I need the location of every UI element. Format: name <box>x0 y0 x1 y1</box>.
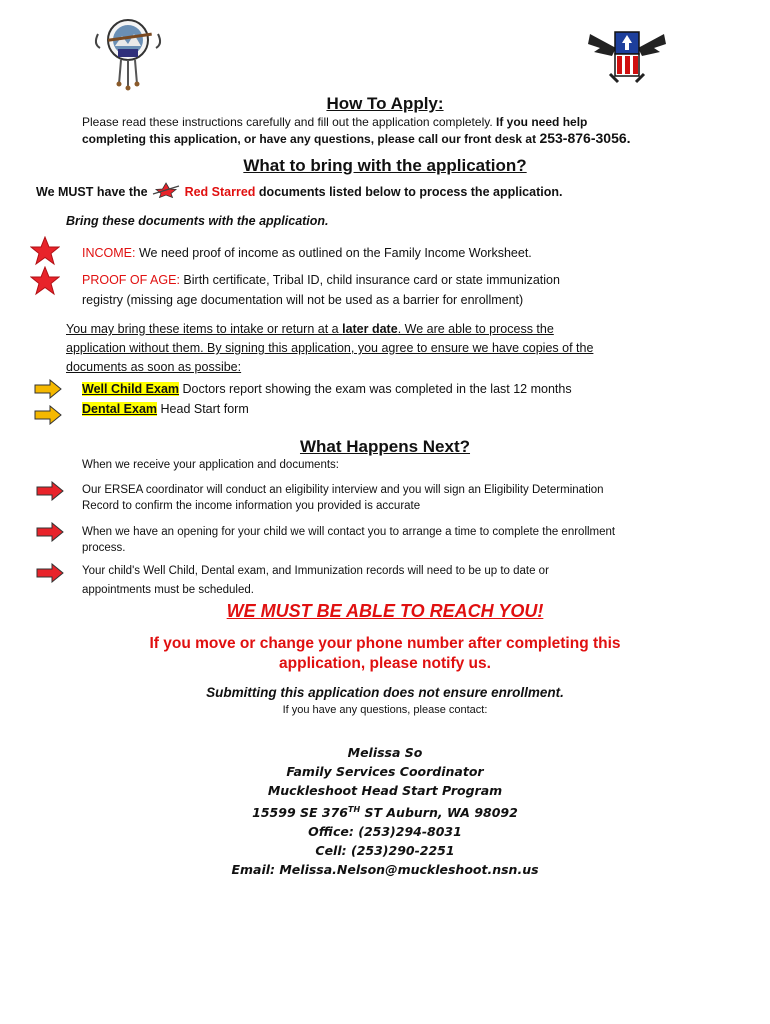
small-red-star-icon <box>151 182 181 198</box>
address-pre: 15599 SE 376 <box>252 805 348 821</box>
step3-line1: Your child's Well Child, Dental exam, and Immunization records will need to be up to date or <box>82 565 549 577</box>
contact-address <box>0 800 770 822</box>
contact-email[interactable]: Email: Melissa.Nelson@muckleshoot.nsn.us <box>231 862 539 878</box>
later-text-2: application without them. By signing this application, you agree to ensure we have copies of the <box>66 341 594 355</box>
red-arrow-icon <box>36 522 64 547</box>
instructions-text: Please read these instructions carefully and fill out the application completely. <box>82 115 493 129</box>
step3-line2: appointments must be scheduled. <box>82 584 254 596</box>
yellow-arrow-icon <box>34 405 62 430</box>
red-star-icon <box>30 266 60 301</box>
red-starred-text: Red Starred <box>184 185 256 199</box>
reach-us-title: WE MUST BE ABLE TO REACH YOU! <box>226 601 544 621</box>
disclaimer: Submitting this application does not ensure enrollment. <box>206 685 564 700</box>
contact-name: Melissa So <box>347 745 423 760</box>
help-bold-text-2: completing this application, or have any questions, please call our front desk at <box>82 131 537 146</box>
age-text-2: registry (missing age documentation will not be used as a barrier for enrollment) <box>82 293 524 307</box>
how-to-apply-title: How To Apply: <box>326 94 444 113</box>
must-have-line <box>36 182 756 201</box>
how-to-apply-instructions <box>82 115 742 147</box>
contact-org: Muckleshoot Head Start Program <box>267 783 503 798</box>
step-eligibility <box>82 483 742 514</box>
contact-title: Family Services Coordinator <box>286 764 484 779</box>
later-text-1a: You may bring these items to intake or return at a <box>66 322 339 336</box>
well-child-label: Well Child Exam <box>82 382 180 396</box>
red-arrow-icon <box>36 563 64 588</box>
must-prefix: We MUST have the <box>36 185 148 199</box>
eagle-flag-logo <box>588 26 666 88</box>
contact-office: Office: (253)294-8031 <box>308 824 462 840</box>
later-text-1c: . We are able to process the <box>397 322 554 336</box>
later-date-paragraph <box>66 320 756 377</box>
bring-heading: Bring these documents with the application. <box>66 214 329 228</box>
proof-of-age-item <box>82 270 742 310</box>
later-date-bold: later date <box>342 322 398 336</box>
what-next-title: What Happens Next? <box>299 437 471 456</box>
what-next-intro: When we receive your application and documents: <box>82 459 339 471</box>
dental-label: Dental Exam <box>82 402 158 416</box>
income-label: INCOME: <box>82 246 136 260</box>
later-text-3: documents as soon as possibe: <box>66 360 242 374</box>
front-desk-phone: 253-876-3056. <box>539 129 631 146</box>
step1-line1: Our ERSEA coordinator will conduct an eligibility interview and you will sign an Eligibility Determination <box>82 484 604 496</box>
dental-text: Head Start form <box>160 402 249 416</box>
step-opening <box>82 525 742 556</box>
questions-text: If you have any questions, please contact: <box>282 704 488 716</box>
help-bold-text: If you need help <box>496 115 588 129</box>
tribe-seal-logo <box>88 14 168 94</box>
notify-notice <box>0 634 770 674</box>
age-text-1: Birth certificate, Tribal ID, child insurance card or state immunization <box>183 273 560 287</box>
income-item <box>82 244 742 262</box>
notice-line2: application, please notify us. <box>279 655 491 672</box>
yellow-arrow-icon <box>34 379 62 404</box>
well-child-item <box>82 380 742 398</box>
age-label: PROOF OF AGE: <box>82 273 180 287</box>
contact-block <box>0 743 770 879</box>
address-post: ST Auburn, WA 98092 <box>360 805 518 821</box>
must-suffix: documents listed below to process the application. <box>258 185 563 199</box>
contact-cell: Cell: (253)290-2251 <box>315 843 455 859</box>
income-text: We need proof of income as outlined on the Family Income Worksheet. <box>138 246 532 260</box>
red-arrow-icon <box>36 481 64 506</box>
step2-line1: When we have an opening for your child we will contact you to arrange a time to complete the enrollment <box>82 526 616 538</box>
what-to-bring-title: What to bring with the application? <box>243 156 527 175</box>
well-child-text: Doctors report showing the exam was completed in the last 12 months <box>182 382 572 396</box>
step-records <box>82 562 742 600</box>
address-sup: TH <box>347 805 361 814</box>
dental-item <box>82 400 742 418</box>
step2-line2: process. <box>82 541 126 554</box>
notice-line1: If you move or change your phone number after completing this <box>149 635 621 652</box>
step1-line2: Record to confirm the income information you provided is accurate <box>82 499 421 512</box>
